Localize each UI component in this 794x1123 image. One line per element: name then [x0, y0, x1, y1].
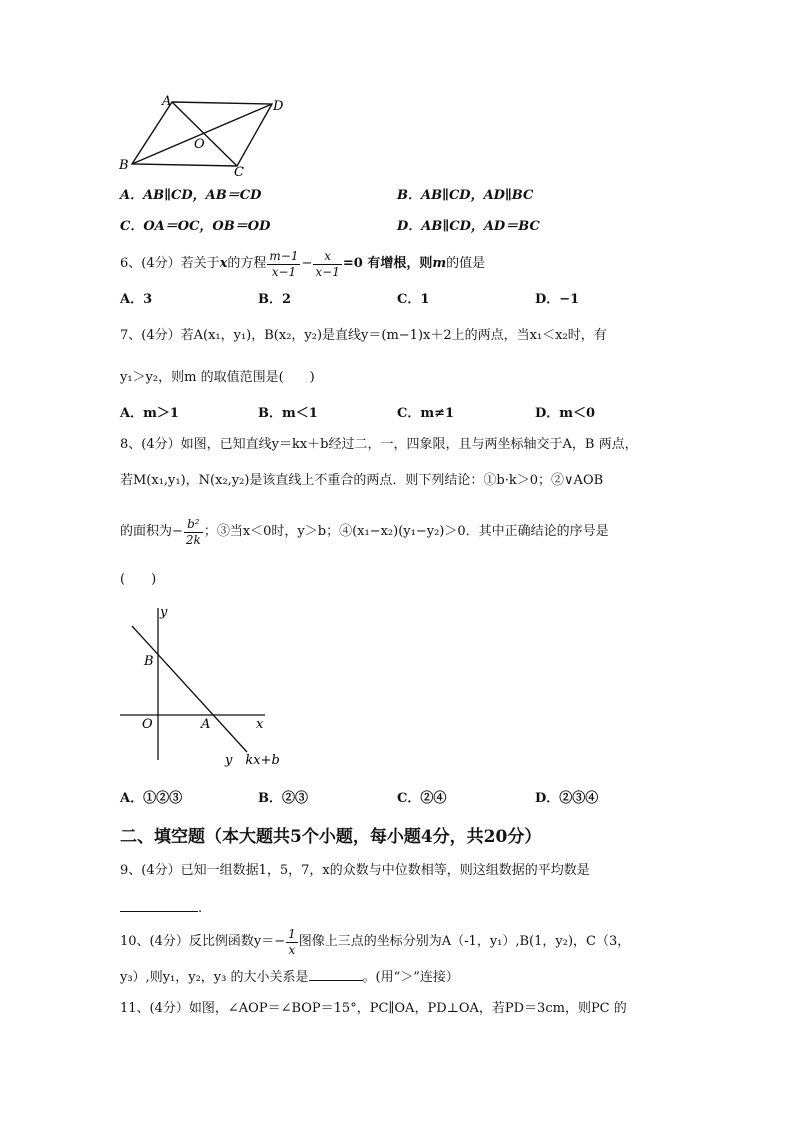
label-b: B: [144, 654, 154, 669]
q6-minus: −: [301, 256, 313, 271]
q10-blank: [309, 966, 363, 981]
q6-x: x: [219, 256, 228, 271]
q7-option-b: B．m＜1: [258, 406, 318, 421]
q10-frac-numerator: 1: [288, 926, 296, 941]
q8-line-3: [120, 512, 609, 552]
q5-option-d: D．AB∥CD，AD＝BC: [397, 219, 540, 234]
q9-answer-line: [120, 897, 202, 918]
parallelogram-figure: [112, 92, 302, 182]
q8-frac-denominator: 2k: [185, 532, 201, 547]
q10-line-2: [120, 966, 459, 987]
line-equation-label: y kx+b: [225, 753, 280, 768]
q9-end: .: [198, 901, 203, 916]
q6-f2-numerator: x: [313, 249, 341, 265]
q10-post: 图像上三点的坐标分别为A（-1，y₁）,B(1，y₂)，C（3，: [298, 934, 631, 949]
q7-line-2: y₁＞y₂，则m 的取值范围是( ): [120, 370, 315, 385]
q6-option-d: D．−1: [535, 292, 580, 307]
label-o: O: [194, 137, 205, 152]
q6-fraction-1: [267, 249, 300, 280]
q8-line-1: 8、(4分）如图，已知直线y＝kx＋b经过二，一，四象限，且与两坐标轴交于A，B 两点，: [120, 437, 638, 452]
q6-stem: [120, 244, 485, 284]
q6-option-b: B．2: [258, 292, 292, 307]
q10-line-1: [120, 922, 630, 962]
label-d: D: [273, 99, 284, 114]
diagonal-ac: [172, 102, 237, 166]
q8-option-b: B．②③: [258, 791, 308, 806]
q7-line-1: 7、(4分）若A(x₁，y₁)，B(x₂，y₂)是直线y＝(m−1)x＋2上的两点，当x₁＜x₂时，有: [120, 328, 607, 343]
q6-option-a: A．3: [120, 292, 153, 307]
section-2-title: 二、填空题（本大题共5个小题，每小题4分，共20分）: [120, 827, 542, 847]
axis-label-y: y: [160, 605, 168, 620]
label-c: C: [234, 165, 244, 180]
q8-line-4: ( ): [120, 572, 157, 587]
q11-line-1: 11、(4分）如图，∠AOP＝∠BOP＝15°，PC∥OA，PD⊥OA，若PD＝3cm，则PC 的: [120, 1001, 627, 1016]
label-b: B: [119, 158, 129, 173]
q10-line2-post: 。(用“＞”连接）: [362, 970, 459, 985]
q8-option-a: A．①②③: [120, 791, 183, 806]
q8-option-c: C．②④: [397, 791, 447, 806]
q6-mid: 的方程: [227, 256, 267, 271]
diagonal-bd: [132, 104, 272, 164]
q10-fraction: [286, 927, 298, 958]
q8-line-2: 若M(x₁,y₁)，N(x₂,y₂)是该直线上不重合的两点．则下列结论：①b·k＞0；②∨AOB: [120, 473, 604, 488]
q8-line3-pre: 的面积为−: [120, 524, 183, 539]
line-graph-figure: [115, 600, 290, 775]
q5-option-b: B．AB∥CD，AD∥BC: [397, 188, 534, 203]
q7-option-d: D．m＜0: [535, 406, 596, 421]
q10-frac-denominator: x: [288, 942, 296, 957]
q8-fraction: [184, 517, 203, 548]
label-a: A: [201, 717, 211, 732]
q5-option-c: C．OA＝OC，OB＝OD: [120, 219, 271, 234]
q6-f1-denominator: x−1: [271, 264, 297, 279]
q8-option-d: D．②③④: [535, 791, 599, 806]
line-kx-b: [132, 626, 247, 752]
q6-pre: 6、(4分）若关于: [120, 256, 220, 271]
q9-line-1: 9、(4分）已知一组数据1，5，7，x的众数与中位数相等，则这组数据的平均数是: [120, 863, 590, 878]
q9-blank: [120, 897, 198, 912]
q6-f2-denominator: x−1: [315, 264, 340, 279]
q6-option-c: C．1: [397, 292, 430, 307]
q8-frac-numerator: b²: [184, 517, 203, 533]
q6-end: 的值是: [446, 256, 486, 271]
q6-fraction-2: [313, 249, 341, 280]
label-a: A: [162, 94, 172, 109]
axis-label-x: x: [256, 717, 264, 732]
q5-option-a: A．AB∥CD，AB＝CD: [120, 188, 262, 203]
q6-f1-numerator: m−1: [269, 248, 299, 263]
q7-option-c: C．m≠1: [397, 406, 455, 421]
q7-option-a: A．m＞1: [120, 406, 179, 421]
q10-pre: 10、(4分）反比例函数y＝−: [120, 934, 286, 949]
q8-line3-post: ；③当x＜0时，y＞b；④(x₁−x₂)(y₁−y₂)＞0．其中正确结论的序号是: [203, 524, 609, 539]
q10-line2-pre: y₃）,则y₁，y₂，y₃ 的大小关系是: [120, 970, 309, 985]
q6-m: m: [432, 256, 447, 271]
label-o: O: [142, 717, 153, 732]
q6-post: =0 有增根，则: [342, 256, 433, 271]
